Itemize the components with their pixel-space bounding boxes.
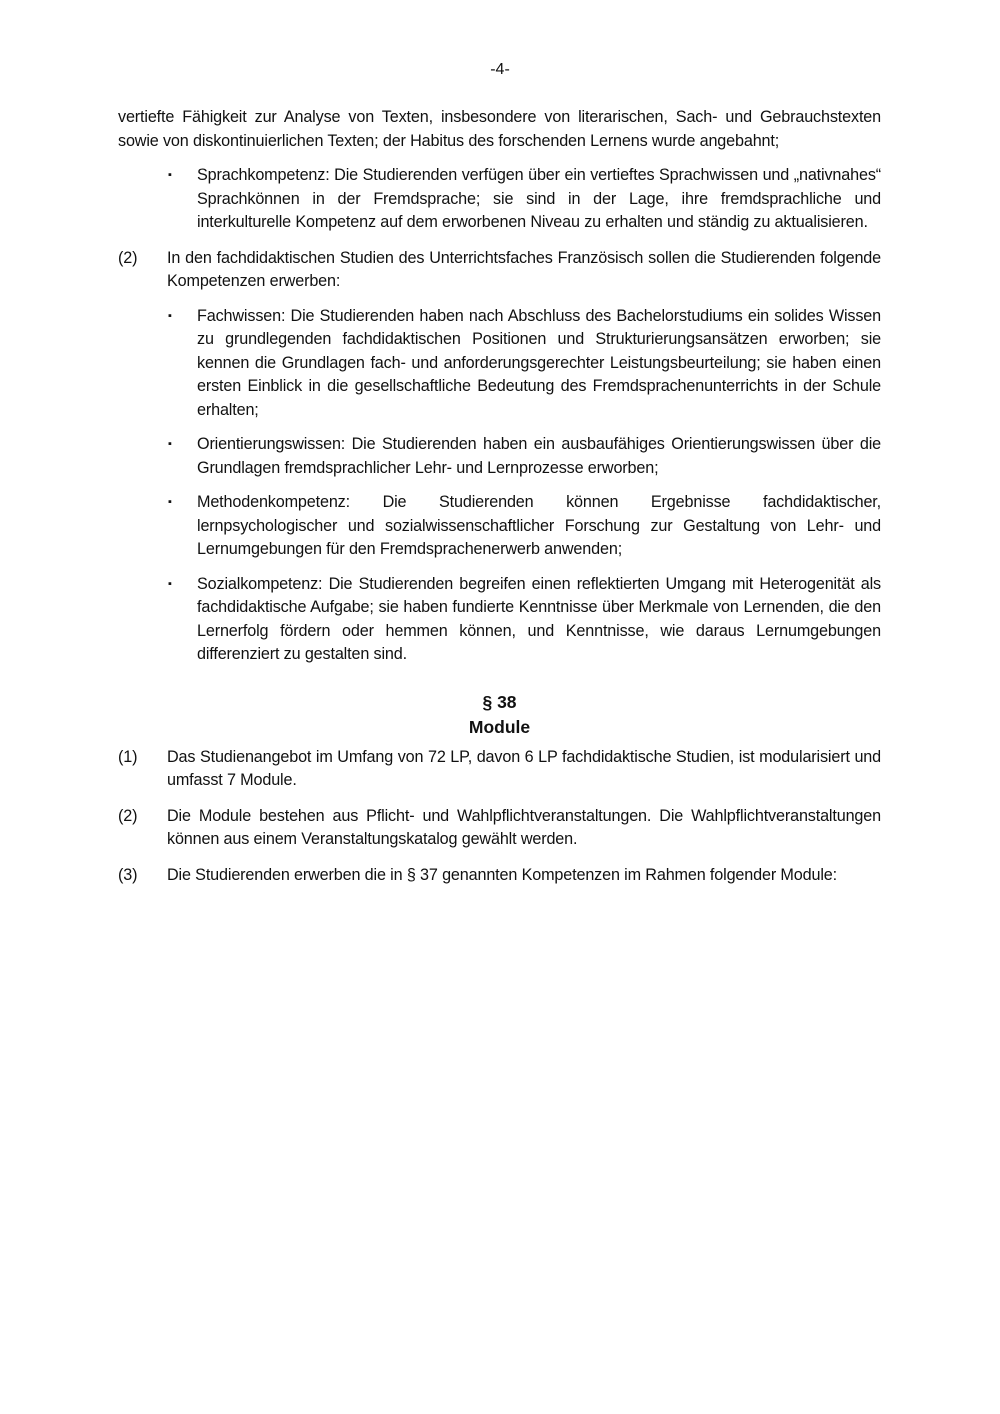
bullet-fachwissen (167, 305, 881, 423)
competence-bullet-list (167, 305, 881, 667)
bullet-orientierungswissen (167, 433, 881, 480)
section-number: § 38 (482, 691, 517, 712)
paragraph-2-fachdidaktik (118, 247, 881, 667)
paragraph-text: Die Studierenden erwerben die in § 37 genannten Kompetenzen im Rahmen folgender Module: (167, 865, 837, 884)
paragraph-text: Das Studienangebot im Umfang von 72 LP, davon 6 LP fachdidaktische Studien, ist modularisiert und umfasst 7 Module. (167, 747, 881, 789)
paragraph-text: In den fachdidaktischen Studien des Unterrichtsfaches Französisch sollen die Studierenden folgende Kompetenzen erwerben: (167, 248, 881, 290)
bullet-text: Orientierungswissen: Die Studierenden haben ein ausbaufähiges Orientierungswissen über die Grundlagen fremdsprachlicher Lehr- und Lernprozesse erworben; (197, 435, 881, 477)
paragraph-label: (3) (118, 865, 138, 884)
bullet-sozialkompetenz (167, 573, 881, 667)
bullet-text: Sozialkompetenz: Die Studierenden begreifen einen reflektierten Umgang mit Heterogenität als fachdidaktische Aufgabe; sie haben fundierte Kenntnisse über Merkmale von Lernenden, die den Lernerfolg fördern oder hemmen können, und Kenntnisse, wie daraus Lernumgebungen differenziert zu gestalten sind. (197, 574, 881, 663)
bullet-text: Fachwissen: Die Studierenden haben nach Abschluss des Bachelorstudiums ein solides Wissen zu grundlegenden fachdidaktischen Positionen und Strukturierungsansätzen erworben; sie kennen die Grundlagen fach- und anforderungsgerechter Leistungsbeurteilung; sie haben einen ersten Einblick in die gesellschaftliche Bedeutung des Fremdsprachenunterrichts in der Schule erhalten; (197, 306, 881, 419)
paragraph-label: (1) (118, 747, 138, 766)
section38-paragraph-3 (118, 864, 881, 888)
page-content (118, 106, 881, 887)
bullet-text: Sprachkompetenz: Die Studierenden verfügen über ein vertieftes Sprachwissen und „nativnahes“ Sprachkönnen in der Fremdsprache; sie sind in der Lage, ihre fremdsprachliche und interkulturelle Kompetenz auf dem erworbenen Niveau zu erhalten und ständig zu aktualisieren. (197, 166, 881, 231)
continued-paragraph: vertiefte Fähigkeit zur Analyse von Texten, insbesondere von literarischen, Sach- und Gebrauchstexten sowie von diskontinuierlichen Texten; der Habitus des forschenden Lernens wurde angebahnt; (118, 108, 881, 150)
section-title: Module (468, 716, 531, 737)
page-number: -4- (490, 61, 510, 78)
bullet-square-icon: ▪ (168, 438, 172, 450)
bullet-square-icon: ▪ (168, 169, 172, 181)
bullet-square-icon: ▪ (168, 496, 172, 508)
section-heading (118, 690, 881, 740)
paragraph-label: (2) (118, 806, 138, 825)
intro-bullet-list (118, 164, 881, 235)
section38-paragraph-1 (118, 746, 881, 793)
section38-paragraph-2 (118, 805, 881, 852)
bullet-square-icon: ▪ (168, 309, 172, 322)
bullet-methodenkompetenz (167, 491, 881, 562)
paragraph-text: Die Module bestehen aus Pflicht- und Wahlpflichtveranstaltungen. Die Wahlpflichtveranstaltungen können aus einem Veranstaltungskatalog gewählt werden. (167, 806, 881, 848)
bullet-text: Methodenkompetenz: Die Studierenden können Ergebnisse fachdidaktischer, lernpsychologischer und sozialwissenschaftlicher Forschung zur Gestaltung von Lehr- und Lernumgebungen für den Fremdsprachenerwerb anwenden; (197, 493, 881, 558)
paragraph-label: (2) (118, 248, 138, 267)
bullet-square-icon: ▪ (168, 577, 172, 590)
bullet-sprachkompetenz (118, 164, 881, 235)
